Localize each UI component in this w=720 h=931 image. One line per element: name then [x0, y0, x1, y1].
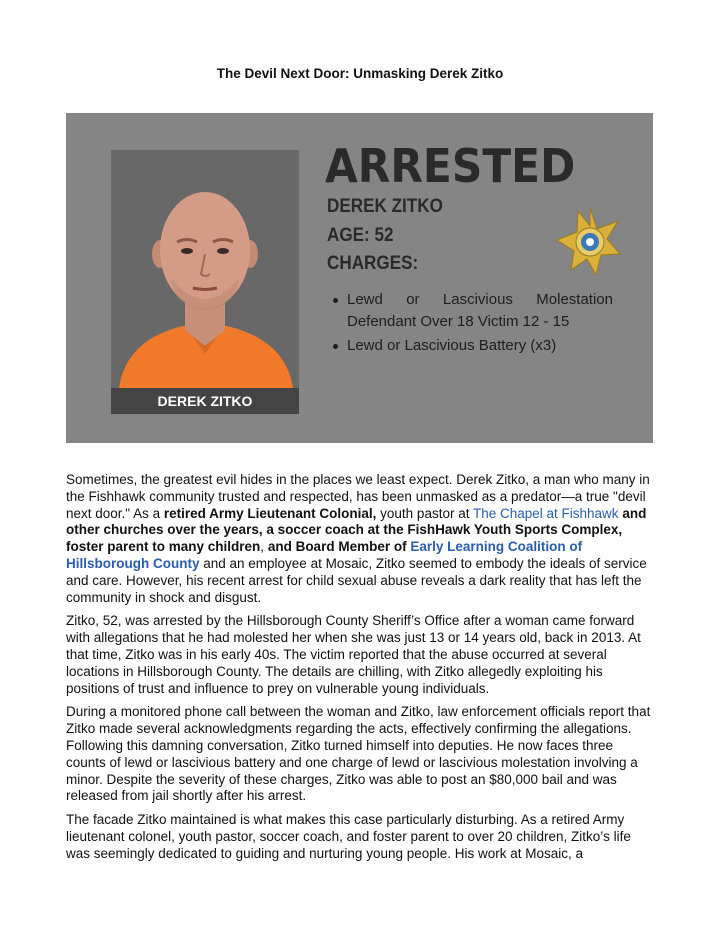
article-body — [66, 472, 654, 870]
article-text: and other churches over the years, a soccer coach at the FishHawk Youth Sports Complex, foster parent to many children — [66, 505, 647, 555]
charge-item: Lewd or Lascivious Battery (x3) — [333, 335, 613, 357]
arrestee-age: AGE: 52 — [327, 225, 394, 246]
page-title: The Devil Next Door: Unmasking Derek Zitko — [216, 66, 504, 81]
article-text: Zitko, 52, was arrested by the Hillsborough County Sheriff’s Office after a woman came forward with allegations that he had molested her when she was just 13 or 14 years old, back in 2013. At that time, Zitko was in his early 40s. The victim reported that the abuse occurred at several locations in Hillsborough County. The details are chilling, with Zitko allegedly exploiting his positions of trust and influence to prey on vulnerable young individuals. — [66, 613, 641, 696]
arrest-banner-image — [66, 113, 653, 443]
charges-list — [333, 289, 613, 359]
charge-item: Lewd or Lascivious Molestation Defendant Over 18 Victim 12 - 15 — [333, 289, 613, 333]
article-paragraph — [66, 812, 654, 862]
article-text: and Board Member of — [267, 539, 411, 555]
charges-label: CHARGES: — [327, 253, 419, 274]
arrestee-name: DEREK ZITKO — [327, 196, 443, 217]
mugshot-name-label: DEREK ZITKO — [111, 388, 299, 414]
article-link[interactable]: Early Learning Coalition of Hillsborough County — [66, 539, 583, 571]
mugshot-photo — [111, 150, 299, 414]
article-text: During a monitored phone call between the woman and Zitko, law enforcement officials report that Zitko made several acknowledgments regarding the acts, effectively confirming the allegations. Following this damning conversation, Zitko turned himself into deputies. He now faces three counts of lewd or lascivious battery and one charge of lewd or lascivious molestation involving a minor. Despite the severity of these charges, Zitko was able to post an $80,000 bail and was released from jail shortly after his arrest. — [66, 704, 651, 804]
arrested-heading: ARRESTED — [325, 139, 576, 193]
article-text: youth pastor at — [376, 505, 473, 521]
article-text: Sometimes, the greatest evil hides in the places we least expect. Derek Zitko, a man who many in the Fishhawk community trusted and respected, has been unmasked as a predator—a true "devil next door." As a — [66, 472, 650, 521]
article-paragraph — [66, 613, 654, 697]
article-paragraph — [66, 704, 654, 805]
mugshot-figure — [111, 150, 299, 388]
article-paragraph — [66, 472, 654, 606]
article-text: The facade Zitko maintained is what makes this case particularly disturbing. As a retired Army lieutenant colonel, youth pastor, soccer coach, and foster parent to over 20 children, Zitko’s life was seemingly dedicated to guiding and nurturing young people. His work at Mosaic, a — [66, 812, 631, 861]
article-link[interactable]: The Chapel at Fishhawk — [472, 505, 619, 521]
article-text: retired Army Lieutenant Colonial, — [163, 505, 377, 521]
article-text: , — [260, 539, 268, 555]
article-text: and an employee at Mosaic, Zitko seemed to embody the ideals of service and care. However, his recent arrest for child sexual abuse reveals a dark reality that has left the community in shock and disgust. — [66, 555, 647, 605]
sheriff-star-badge-icon — [557, 206, 623, 278]
